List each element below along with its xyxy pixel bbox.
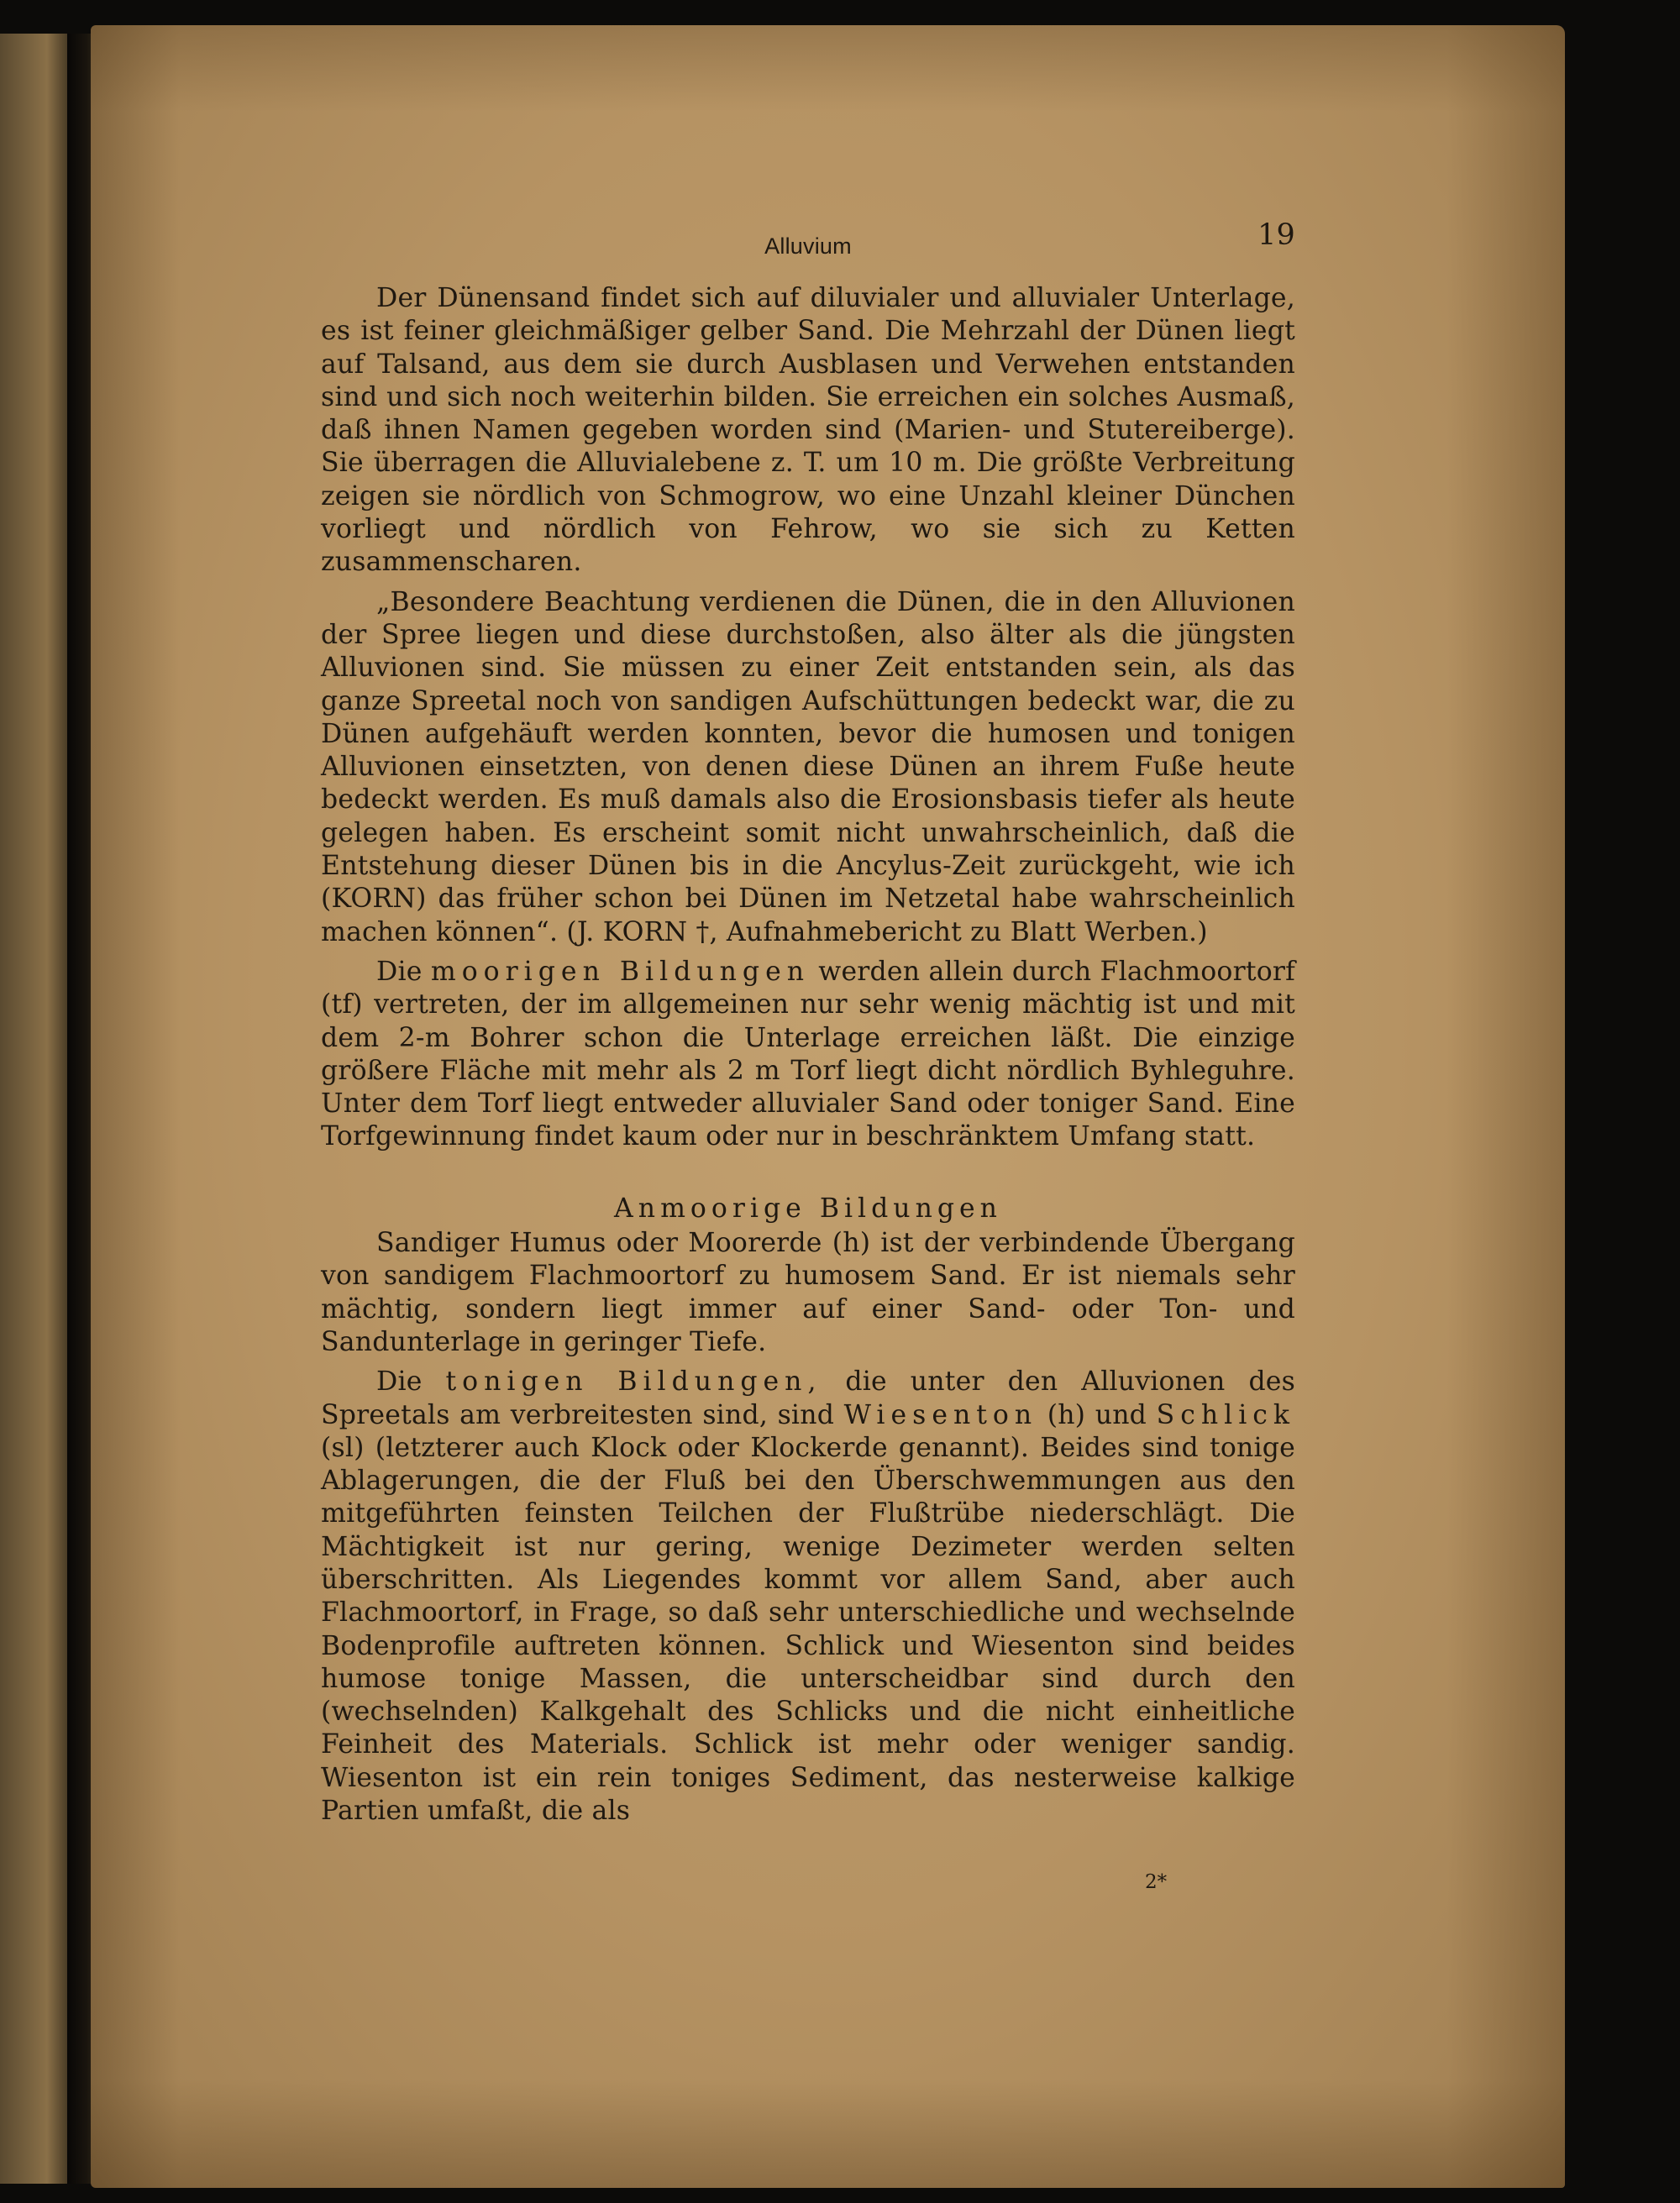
- section-heading: Anmoorige Bildungen: [614, 1193, 1002, 1224]
- paragraph-body: werden allein durch Flachmoortorf (tf) vertreten, der im allgemeinen nur sehr wenig mächtig ist und mit dem 2-m Bohrer schon die Unterlage erreichen läßt. Die einzige größere Fläche mit mehr als 2 m Torf liegt dicht nördlich Byhleguhre. Unter dem Torf liegt entweder alluvialer Sand oder toniger Sand. Eine Torfgewinnung findet kaum oder nur in beschränktem Umfang statt.: [321, 956, 1295, 1152]
- signature-mark: 2*: [1145, 1871, 1168, 1893]
- paragraph-duenensand: Der Dünensand findet sich auf diluvialer und alluvialer Unterlage, es ist feiner gleichmäßiger gelber Sand. Die Mehrzahl der Dünen liegt auf Talsand, aus dem sie durch Ausblasen und Verwehen entstanden sind und sich noch weiterhin bilden. Sie erreichen ein solches Ausmaß, daß ihnen Namen gegeben worden sind (Marien- und Stutereiberge). Sie überragen die Alluvialebene z. T. um 10 m. Die größte Verbreitung zeigen sie nördlich von Schmogrow, wo eine Unzahl kleiner Dünchen vorliegt und nördlich von Fehrow, wo sie sich zu Ketten zusammenscharen.: [321, 283, 1295, 578]
- paragraph-lead: Die: [376, 1366, 423, 1398]
- spaced-term-wiesenton: Wiesenton: [843, 1399, 1038, 1430]
- paragraph-sandiger-humus: Sandiger Humus oder Moorerde (h) ist der verbindende Übergang von sandigem Flachmoortorf zu humosem Sand. Er ist niemals sehr mächtig, sondern liegt immer auf einer Sand- oder Ton- und Sandunterlage in geringer Tiefe.: [321, 1228, 1295, 1357]
- paragraph-lead: Die: [376, 956, 423, 987]
- paragraph-body: (h) und: [1047, 1399, 1147, 1430]
- page-header: [321, 210, 1295, 282]
- spaced-term-schlick: Schlick: [1156, 1399, 1295, 1430]
- spaced-term-moorige-bildungen: moorigen Bildungen: [430, 956, 811, 987]
- running-title: Alluvium: [764, 233, 852, 259]
- paragraph-body: die unter den Alluvionen des Spreetals am verbreitesten sind, sind: [321, 1366, 1296, 1430]
- paragraph-moorige-bildungen: [321, 956, 1295, 1154]
- paragraph-tonige-bildungen: [321, 1366, 1295, 1828]
- page-number: 19: [1257, 218, 1295, 252]
- paragraph-korn-quote: „Besondere Beachtung verdienen die Dünen, die in den Alluvionen der Spree liegen und diese durchstoßen, also älter als die jüngsten Alluvionen sind. Sie müssen zu einer Zeit entstanden sein, als das ganze Spreetal noch von sandigen Aufschüttungen bedeckt war, die zu Dünen aufgehäuft werden konnten, bevor die humosen und tonigen Alluvionen einsetzten, von denen diese Dünen an ihrem Fuße heute bedeckt werden. Es muß damals also die Erosionsbasis tiefer als heute gelegen haben. Es erscheint somit nicht unwahrscheinlich, daß die Entstehung dieser Dünen bis in die Ancylus-Zeit zurückgeht, wie ich (KORN) das früher schon bei Dünen im Netzetal habe wahrscheinlich machen können“. (J. KORN †, Aufnahmebericht zu Blatt Werben.): [321, 586, 1295, 947]
- page-text-block: [321, 210, 1295, 1834]
- paragraph-body: (sl) (letzterer auch Klock oder Klockerde genannt). Beides sind tonige Ablagerungen, die der Fluß bei den Überschwemmungen aus den mitgeführten feinsten Teilchen der Flußtrübe niederschlägt. Die Mächtigkeit ist nur gering, wenige Dezimeter werden selten überschritten. Als Liegendes kommt vor allem Sand, aber auch Flachmoortorf, in Frage, so daß sehr unterschiedliche und wechselnde Bodenprofile auftreten können. Schlick und Wiesenton sind beides humose tonige Massen, die unterscheidbar sind durch den (wechselnden) Kalkgehalt des Schlicks und die nicht einheitliche Feinheit des Materials. Schlick ist mehr oder weniger sandig. Wiesenton ist ein rein toniges Sediment, das nesterweise kalkige Partien umfaßt, die als: [321, 1432, 1295, 1827]
- previous-page-edge: [0, 34, 67, 2184]
- spaced-term-tonige-bildungen: tonigen Bildungen,: [445, 1366, 822, 1398]
